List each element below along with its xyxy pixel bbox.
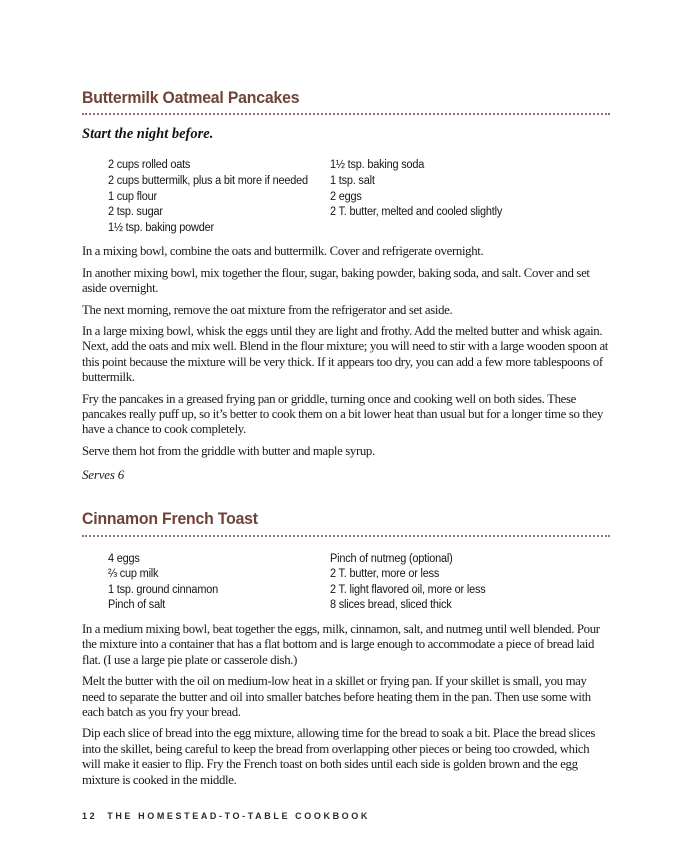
instruction-paragraph: The next morning, remove the oat mixture from the refrigerator and set aside. bbox=[82, 302, 453, 317]
instruction-paragraph: Dip each slice of bread into the egg mixture, allowing time for the bread to soak a bit. Place the bread slices into the skillet, being careful to keep the bread from overlapping other pieces or being too crowded, which will make it easier to flip. Fry the French toast on both sides until each side is golden brown and the egg mixture is cooked in the middle. bbox=[82, 726, 596, 787]
ingredient-item: 2 eggs bbox=[330, 190, 362, 203]
ingredient-item: Pinch of salt bbox=[108, 599, 166, 612]
instruction-paragraph: Fry the pancakes in a greased frying pan or griddle, turning once and cooking well on both sides. These pancakes really puff up, so it’s better to cook them on a bit lower heat than usual but for a longer time so they have a chance to cook completely. bbox=[82, 391, 603, 437]
ingredient-column-right bbox=[330, 158, 596, 236]
ingredient-column-left bbox=[108, 158, 319, 236]
ingredient-item: Pinch of nutmeg (optional) bbox=[330, 552, 453, 565]
ingredient-item: 1 tsp. salt bbox=[330, 174, 375, 187]
ingredient-list bbox=[82, 552, 610, 614]
page-number: 12 bbox=[82, 811, 98, 821]
ingredient-item: 2 T. butter, more or less bbox=[330, 568, 440, 581]
recipe-title: Buttermilk Oatmeal Pancakes bbox=[82, 88, 300, 107]
recipe-note: Start the night before. bbox=[82, 126, 214, 143]
ingredient-column-right bbox=[330, 552, 596, 614]
ingredient-item: 1½ tsp. baking powder bbox=[108, 221, 214, 234]
instruction-paragraph: In a large mixing bowl, whisk the eggs until they are light and frothy. Add the melted butter and whisk again. Next, add the oats and mix well. Blend in the flour mixture; you will need to stir with a large wooden spoon at this point because the mixture will be very thick. If it appears too dry, you can add a few more tablespoons of buttermilk. bbox=[82, 323, 609, 385]
recipe-title: Cinnamon French Toast bbox=[82, 509, 258, 529]
ingredient-item: 2 T. light flavored oil, more or less bbox=[330, 583, 486, 596]
ingredient-item: 1 cup flour bbox=[108, 190, 157, 203]
ingredient-item: 1½ tsp. baking soda bbox=[330, 159, 425, 172]
dotted-rule bbox=[82, 535, 610, 537]
ingredient-item: 2 cups rolled oats bbox=[108, 159, 191, 172]
ingredient-item: 4 eggs bbox=[108, 552, 140, 565]
recipe-cinnamon-french-toast bbox=[82, 509, 610, 788]
recipe-buttermilk-oatmeal-pancakes bbox=[82, 88, 610, 483]
ingredient-list bbox=[82, 158, 610, 236]
instruction-paragraph: In a mixing bowl, combine the oats and buttermilk. Cover and refrigerate overnight. bbox=[82, 244, 484, 259]
instruction-paragraph: In another mixing bowl, mix together the flour, sugar, baking powder, baking soda, and salt. Cover and set aside overnight. bbox=[82, 265, 590, 296]
ingredient-item: 2 T. butter, melted and cooled slightly bbox=[330, 206, 503, 219]
dotted-rule bbox=[82, 113, 610, 115]
ingredient-item: 2 tsp. sugar bbox=[108, 206, 163, 219]
page-footer bbox=[82, 811, 370, 821]
ingredient-item: 2 cups buttermilk, plus a bit more if needed bbox=[108, 174, 308, 187]
ingredient-column-left bbox=[108, 552, 319, 614]
ingredient-item: 1 tsp. ground cinnamon bbox=[108, 583, 219, 596]
serves-note: Serves 6 bbox=[82, 467, 125, 483]
book-title: THE HOMESTEAD-TO-TABLE COOKBOOK bbox=[107, 811, 370, 821]
instruction-paragraph: Serve them hot from the griddle with butter and maple syrup. bbox=[82, 443, 375, 458]
instruction-paragraph: In a medium mixing bowl, beat together the eggs, milk, cinnamon, salt, and nutmeg until well blended. Pour the mixture into a container that has a flat bottom and is large enough to accommodate a piece of bread laid flat. (I use a large pie plate or casserole dish.) bbox=[82, 622, 600, 667]
instruction-paragraph: Melt the butter with the oil on medium-low heat in a skillet or frying pan. If your skillet is small, you may need to separate the butter and oil into smaller batches before heating them in the pan. Then use some with each batch as you fry your bread. bbox=[82, 674, 591, 720]
ingredient-item: 8 slices bread, sliced thick bbox=[330, 599, 452, 612]
ingredient-item: ⅔ cup milk bbox=[108, 568, 159, 581]
